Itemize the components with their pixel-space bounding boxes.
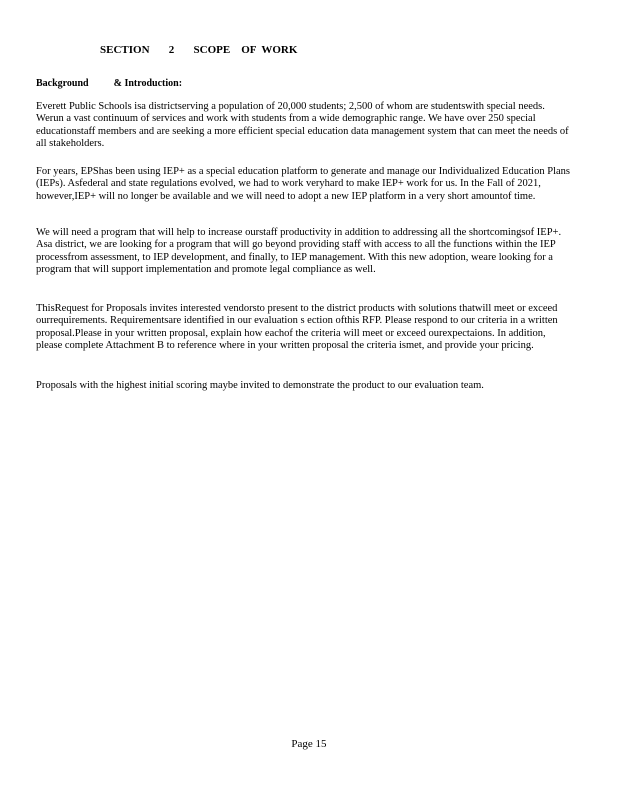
background-introduction-heading: Background & Introduction:: [36, 78, 183, 89]
section-heading: SECTION 2 SCOPE OF WORK: [100, 44, 298, 56]
paragraph-district-overview: Everett Public Schools isa districtserving a population of 20,000 students; 2,500 of whom are studentswith special needs. Werun a vast continuum of services and work with students from a wide demographic range. We have over 250 special educationstaff members and are seeking a more efficient special education data management system that can meet the needs of all stakeholders.: [36, 101, 569, 150]
paragraph-rfp-invitation: ThisRequest for Proposals invites interested vendorsto present to the district products with solutions thatwill meet or exceed ourrequirements. Requirementsare identified in our evaluation s ection ofthis RFP. Please respond to our criteria in a written proposal.Please in your written proposal, explain how eachof the criteria will meet or exceed ourexpectaions. In addition, please complete Attachment B to reference where in your written proposal the criteria ismet, and provide your pricing.: [36, 303, 558, 352]
page-number: Page 15: [291, 738, 327, 750]
paragraph-evaluation-demo: Proposals with the highest initial scoring maybe invited to demonstrate the product to our evaluation team.: [36, 380, 484, 391]
paragraph-program-needs: We will need a program that will help to increase ourstaff productivity in addition to addressing all the shortcomingsof IEP+. Asa district, we are looking for a program that will go beyond providing staff with access to all the functions within the IEP processfrom assessment, to IEP development, and finally, to IEP management. With this new adoption, weare looking for a program that will support implementation and promote legal compliance as well.: [36, 227, 562, 276]
paragraph-iep-history: For years, EPShas been using IEP+ as a special education platform to generate and manage our Individualized Education Plans (IEPs). Asfederal and state regulations evolved, we had to work veryhard to make IEP+ work for us. In the Fall of 2021, however,IEP+ will no longer be available and we will need to adopt a new IEP platform in a very short amountof time.: [36, 166, 570, 202]
